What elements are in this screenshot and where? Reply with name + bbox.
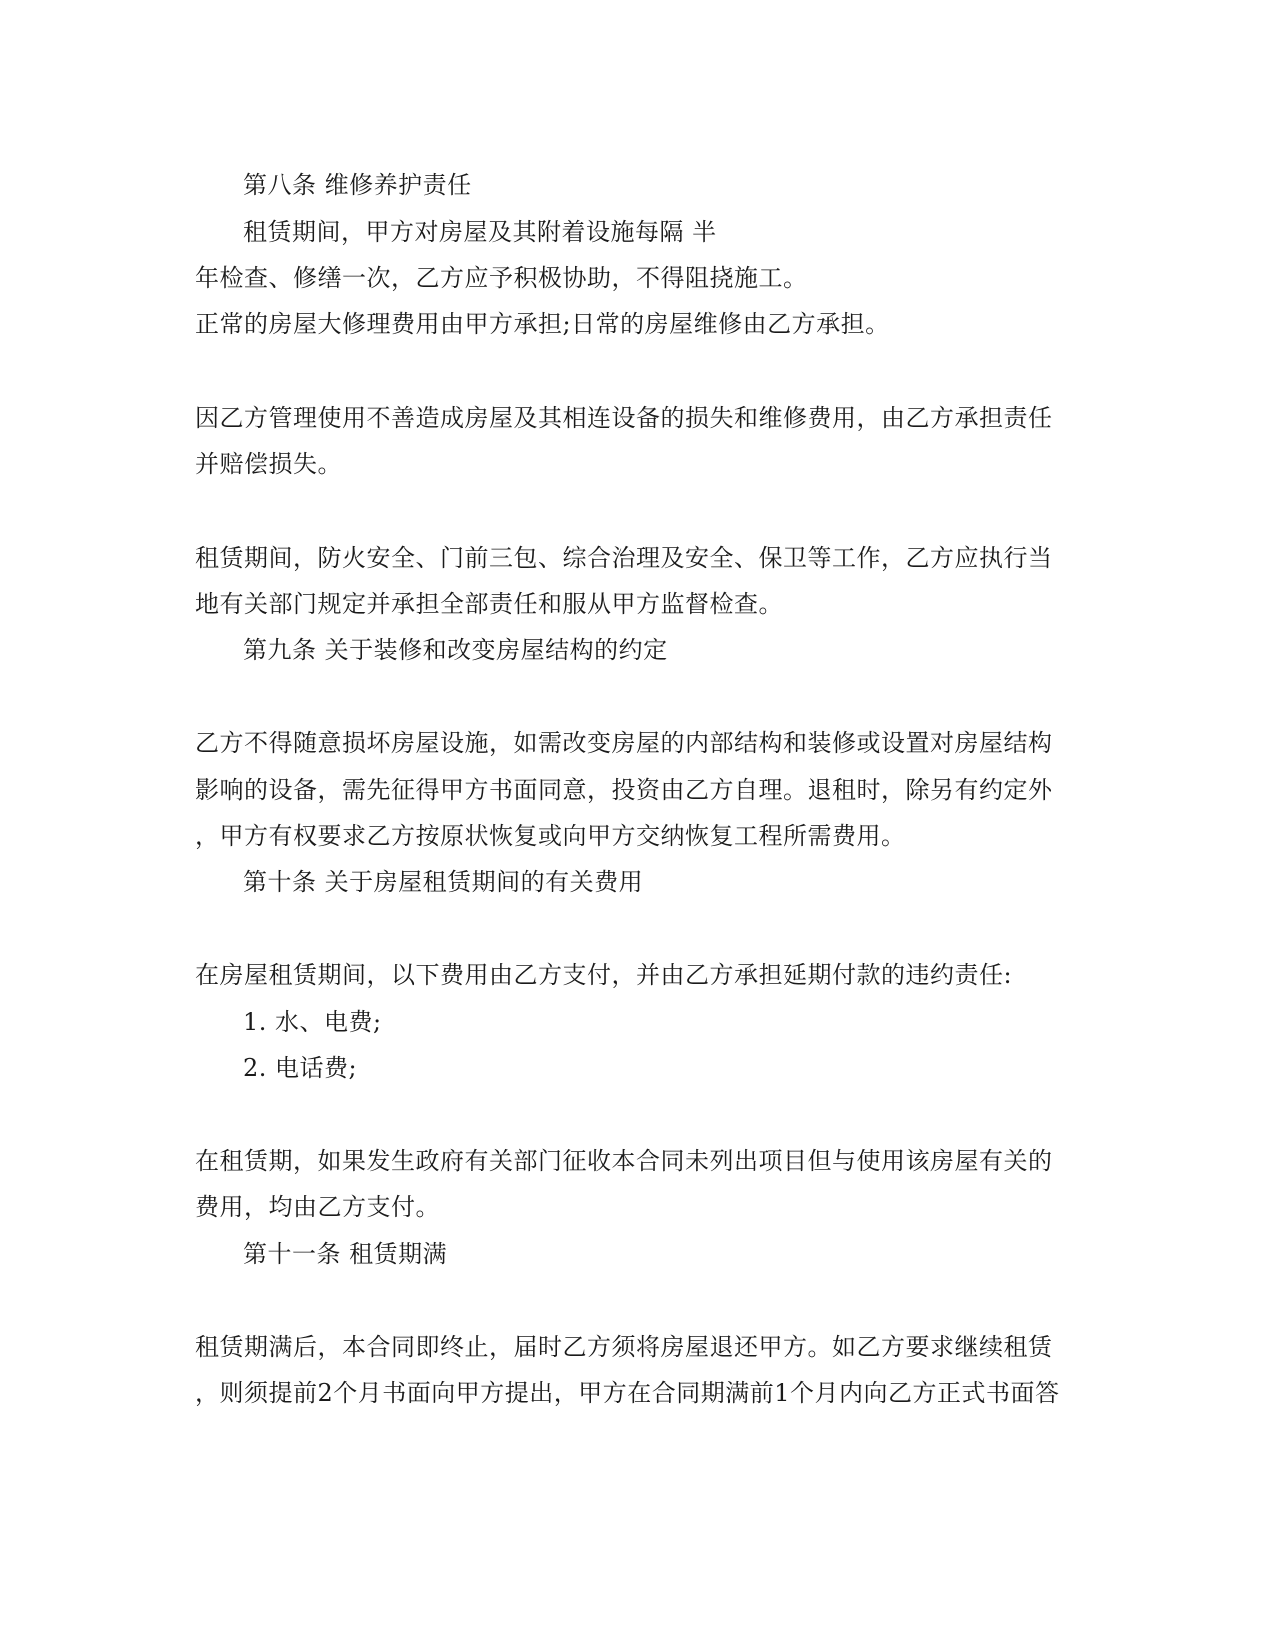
paragraph-line: 地有关部门规定并承担全部责任和服从甲方监督检查。 (195, 590, 783, 618)
paragraph-line: 年检查、修缮一次，乙方应予积极协助，不得阻挠施工。 (195, 264, 808, 292)
article-8-heading: 第八条 维修养护责任 (243, 171, 472, 199)
paragraph-line: 并赔偿损失。 (195, 450, 342, 478)
paragraph-line: 在房屋租赁期间，以下费用由乙方支付，并由乙方承担延期付款的违约责任: (195, 961, 1013, 989)
paragraph-line: 租赁期间，防火安全、门前三包、综合治理及安全、保卫等工作，乙方应执行当 (195, 544, 1053, 572)
list-item: 2. 电话费; (243, 1054, 358, 1082)
paragraph-line: 费用，均由乙方支付。 (195, 1193, 440, 1221)
paragraph-line: 乙方不得随意损坏房屋设施，如需改变房屋的内部结构和装修或设置对房屋结构 (195, 729, 1053, 757)
paragraph-line: 租赁期间，甲方对房屋及其附着设施每隔 半 (243, 218, 717, 246)
paragraph-line: 因乙方管理使用不善造成房屋及其相连设备的损失和维修费用，由乙方承担责任 (195, 404, 1053, 432)
paragraph-line: ，则须提前2个月书面向甲方提出，甲方在合同期满前1个月内向乙方正式书面答 (195, 1379, 1060, 1407)
paragraph-line: 租赁期满后，本合同即终止，届时乙方须将房屋退还甲方。如乙方要求继续租赁 (195, 1333, 1053, 1361)
paragraph-line: ，甲方有权要求乙方按原状恢复或向甲方交纳恢复工程所需费用。 (195, 822, 906, 850)
paragraph-line: 在租赁期，如果发生政府有关部门征收本合同未列出项目但与使用该房屋有关的 (195, 1147, 1053, 1175)
list-item: 1. 水、电费; (243, 1008, 382, 1036)
article-11-heading: 第十一条 租赁期满 (243, 1240, 448, 1268)
paragraph-line: 影响的设备，需先征得甲方书面同意，投资由乙方自理。退租时，除另有约定外 (195, 776, 1053, 804)
paragraph-line: 正常的房屋大修理费用由甲方承担;日常的房屋维修由乙方承担。 (195, 310, 890, 338)
article-9-heading: 第九条 关于装修和改变房屋结构的约定 (243, 636, 668, 664)
article-10-heading: 第十条 关于房屋租赁期间的有关费用 (243, 868, 644, 896)
